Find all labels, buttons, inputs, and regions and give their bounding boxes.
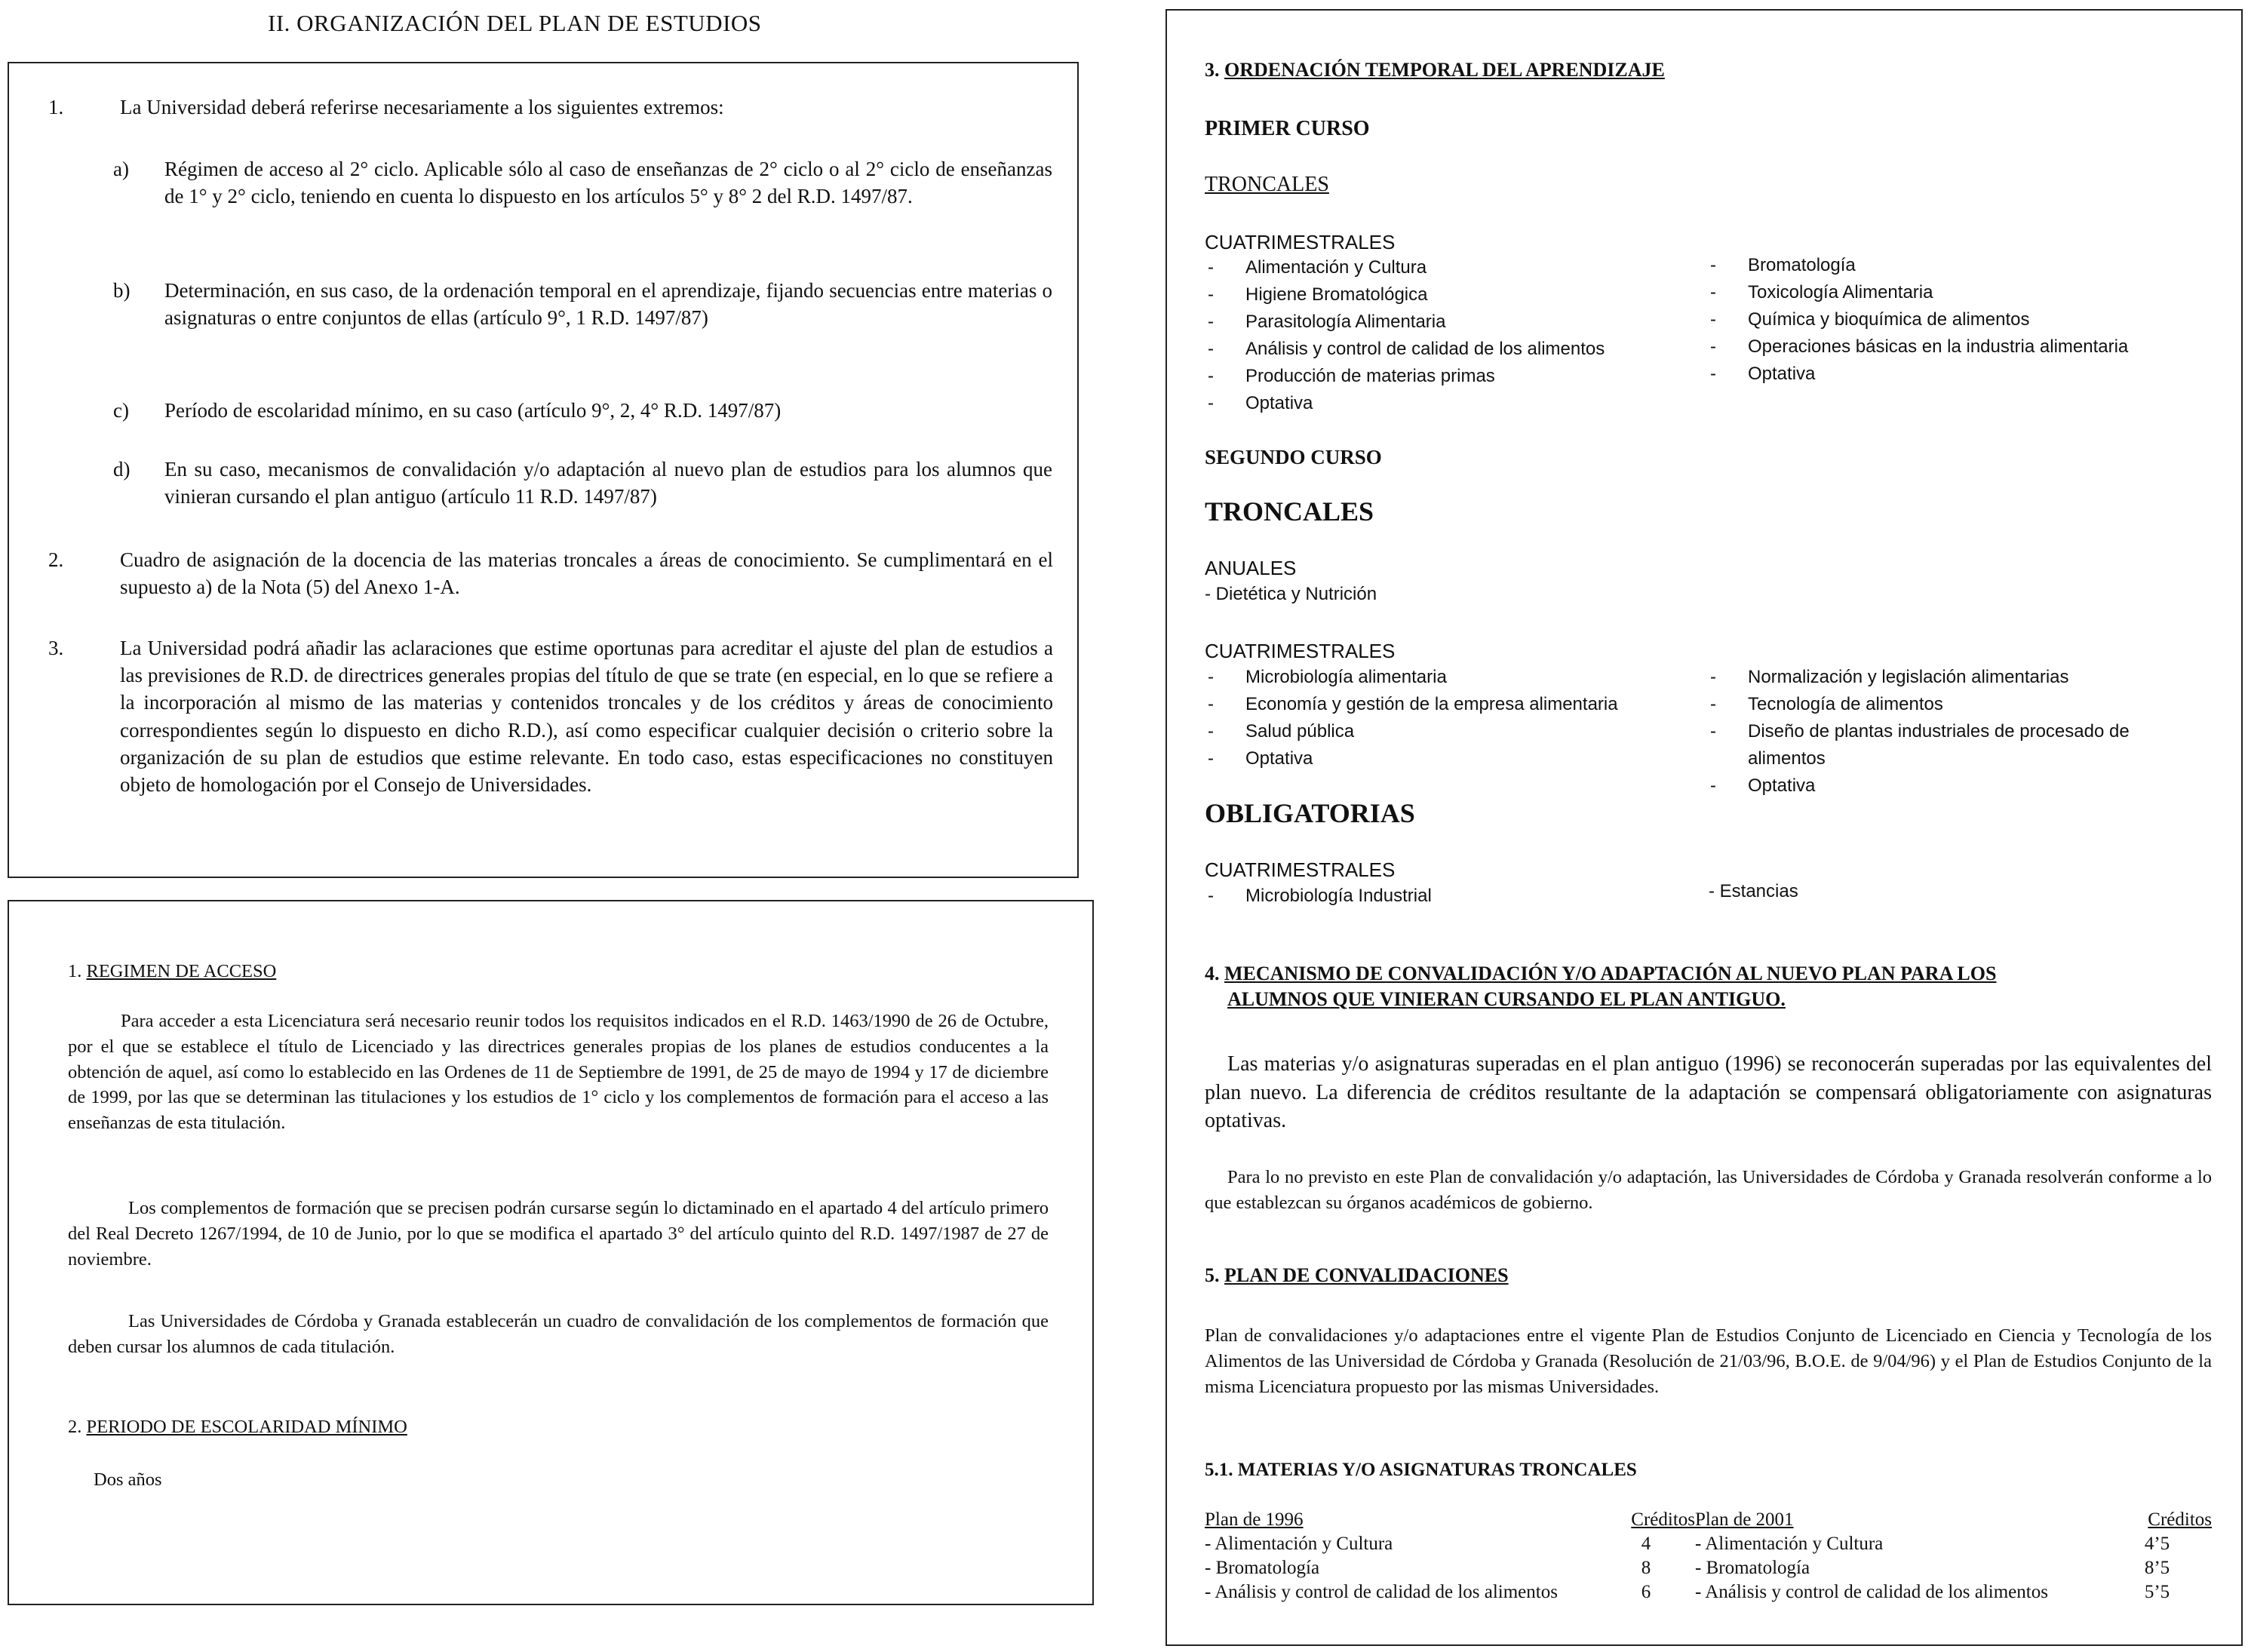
troncales-label: TRONCALES (1205, 173, 1329, 196)
sec51-heading: 5.1. MATERIAS Y/O ASIGNATURAS TRONCALES (1205, 1460, 1637, 1480)
column-header: Plan de 2001 (1695, 1509, 1794, 1530)
column-header: Créditos (2148, 1509, 2212, 1530)
troncales-label-2: TRONCALES (1205, 496, 1374, 527)
cuatrimestrales-label-3: CUATRIMESTRALES (1205, 858, 1396, 881)
sub-text: Período de escolaridad mínimo, en su caso (artículo 9°, 2, 4° R.D. 1497/87) (164, 399, 782, 422)
list-item: - Optativa (1707, 361, 2220, 388)
obligatorias-item-right: - Estancias (1709, 881, 1798, 901)
list-item: - Análisis y control de calidad de los alimentos (1205, 336, 1688, 363)
segundo-curso-heading: SEGUNDO CURSO (1205, 446, 1382, 468)
list-number: 2. (48, 548, 64, 571)
periodo-text: Dos años (94, 1469, 162, 1490)
sec3-heading (1205, 57, 1665, 84)
list-item-1 (48, 94, 1052, 121)
sub-item-a (113, 155, 1052, 210)
sub-text: Determinación, en sus caso, de la ordenación temporal en el aprendizaje, fijando secuencias entre materias o asignaturas o entre conjuntos de ellas (artículo 9°, 1 R.D. 1497/87) (164, 279, 1052, 330)
primer-curso-heading: PRIMER CURSO (1205, 117, 1370, 140)
list-item: - Toxicología Alimentaria (1707, 279, 2220, 306)
obligatorias-list-left (1205, 883, 1688, 910)
list-item: - Parasitología Alimentaria (1205, 309, 1688, 336)
table-cell: 5’5 (2144, 1582, 2170, 1602)
page-title: II. ORGANIZACIÓN DEL PLAN DE ESTUDIOS (268, 10, 762, 36)
list-item: - Producción de materias primas (1205, 363, 1688, 390)
list-item-2 (48, 546, 1053, 600)
cuatrimestrales-label: CUATRIMESTRALES (1205, 231, 1396, 253)
list-text: La Universidad podrá añadir las aclaraciones que estime oportunas para acreditar el ajuste del plan de estudios a las previsiones de R.D. de directrices generales propias del título de que se trate (en especial, en lo que se refiere a la incorporación al mismo de las materias y contenidos troncales y de los créditos y áreas de conocimiento correspondientes según lo dispuesto en dicho R.D.), así como especificar cualquier decisión o criterio sobre la organización de su plan de estudios que estime relevante. En todo caso, estas especificaciones no constituyen objeto de homologación por el Consejo de Universidades. (120, 637, 1053, 796)
list-item: - Microbiología Industrial (1205, 883, 1688, 910)
primer-curso-list-left (1205, 254, 1688, 417)
table-cell: - Análisis y control de calidad de los alimentos (1205, 1582, 1558, 1602)
regimen-heading (68, 959, 276, 984)
list-number: 3. (48, 637, 64, 659)
section-title: ORDENACIÓN TEMPORAL DEL APRENDIZAJE (1224, 59, 1665, 81)
sub-letter: d) (113, 458, 131, 481)
sec4-paragraph-1: Las materias y/o asignaturas superadas en el plan antiguo (1996) se reconocerán superadas por las equivalentes del plan nuevo. La diferencia de créditos resultante de la adaptación se compensará obligatoriamente con asignaturas optativas. (1205, 1052, 2212, 1133)
list-item: - Microbiología alimentaria (1205, 664, 1688, 691)
instructions-box (8, 62, 1079, 878)
section-title: PERIODO DE ESCOLARIDAD MÍNIMO (86, 1417, 407, 1437)
sec4-heading (1205, 961, 1996, 1012)
section-title: PLAN DE CONVALIDACIONES (1224, 1264, 1509, 1286)
segundo-curso-list-right (1707, 664, 2190, 800)
sec4-paragraph-2: Para lo no previsto en este Plan de convalidación y/o adaptación, las Universidades de Córdoba y Granada resolverán conforme a lo que establezcan su órganos académicos de gobierno. (1205, 1167, 2212, 1213)
regimen-paragraph-1: Para acceder a esta Licenciatura será necesario reunir todos los requisitos indicados en el R.D. 1463/1990 de 26 de Octubre, por el que se establece el título de Licenciado y las directrices generales propias de los planes de estudios conducentes a la obtención de aquel, así como lo establecido en las Ordenes de 11 de Septiembre de 1991, de 25 de mayo de 1994 y 17 de diciembre de 1999, por las que se determinan las titulaciones y los estudios de 1° ciclo y los complementos de formación para el acceso a las enseñanzas de esta titulación. (68, 1011, 1049, 1134)
convalidation-table (1205, 1508, 2212, 1604)
table-header-row (1205, 1508, 2212, 1532)
list-item: - Optativa (1707, 772, 2190, 800)
list-text: Cuadro de asignación de la docencia de las materias troncales a áreas de conocimiento. Se cumplimentará en el supuesto a) de la Nota (5) del Anexo 1-A. (120, 548, 1053, 599)
table-row (1205, 1556, 2212, 1580)
list-item: - Química y bioquímica de alimentos (1707, 306, 2220, 333)
table-cell: 8’5 (2144, 1558, 2170, 1578)
table-cell: - Análisis y control de calidad de los alimentos (1695, 1582, 2048, 1602)
table-cell: - Alimentación y Cultura (1205, 1534, 1393, 1554)
sub-item-d (113, 456, 1052, 510)
list-item-3 (48, 634, 1053, 798)
section-title-line1: MECANISMO DE CONVALIDACIÓN Y/O ADAPTACIÓN AL NUEVO PLAN PARA LOS (1224, 963, 1997, 984)
table-cell: 4’5 (2144, 1534, 2170, 1554)
regimen-box (8, 900, 1094, 1605)
regimen-paragraph-2: Los complementos de formación que se precisen podrán cursarse según lo dictaminado en el apartado 4 del artículo primero del Real Decreto 1267/1994, de 10 de Junio, por lo que se modifica el apartado 3° del artículo quinto del R.D. 1497/1987 de 27 de noviembre. (68, 1198, 1049, 1270)
list-text: La Universidad deberá referirse necesariamente a los siguientes extremos: (120, 96, 724, 118)
list-item: - Optativa (1205, 745, 1688, 772)
list-item: - Tecnología de alimentos (1707, 691, 2190, 718)
segundo-curso-list-left (1205, 664, 1688, 772)
table-cell: 6 (1641, 1582, 1651, 1602)
sub-text: Régimen de acceso al 2° ciclo. Aplicable sólo al caso de enseñanzas de 2° ciclo o al 2° ciclo de enseñanzas de 1° y 2° ciclo, teniendo en cuenta lo dispuesto en los artículos 5° y 8° 2 del R.D. 1497/87. (164, 158, 1052, 208)
anuales-item: - Dietética y Nutrición (1205, 584, 1377, 604)
anuales-label: ANUALES (1205, 557, 1297, 579)
sub-letter: a) (113, 158, 129, 180)
list-item: - Diseño de plantas industriales de procesado de alimentos (1707, 718, 2190, 772)
primer-curso-list-right (1707, 252, 2220, 388)
section-title: REGIMEN DE ACCESO (86, 961, 277, 981)
section-number: 1. (68, 961, 82, 981)
table-cell: - Alimentación y Cultura (1695, 1534, 1884, 1554)
list-item: - Optativa (1205, 390, 1688, 417)
sec5-paragraph: Plan de convalidaciones y/o adaptaciones entre el vigente Plan de Estudios Conjunto de Licenciado en Ciencia y Tecnología de los Alimentos de las Universidad de Córdoba y Granada (Resolución de 21/03/96, B.O.E. de 9/04/96) y el Plan de Estudios Conjunto de la misma Licenciatura propuesto por las mismas Universidades. (1205, 1325, 2212, 1397)
list-item: - Higiene Bromatológica (1205, 281, 1688, 309)
column-header: Créditos (1631, 1509, 1695, 1530)
list-item: - Bromatología (1707, 252, 2220, 279)
table-row (1205, 1532, 2212, 1556)
table-cell: - Bromatología (1695, 1558, 1810, 1578)
list-item: - Salud pública (1205, 718, 1688, 745)
column-header: Plan de 1996 (1205, 1509, 1304, 1530)
sec5-heading (1205, 1263, 1509, 1289)
sub-item-c (113, 397, 1052, 424)
obligatorias-heading: OBLIGATORIAS (1205, 798, 1415, 828)
sub-text: En su caso, mecanismos de convalidación y/o adaptación al nuevo plan de estudios para los alumnos que vinieran cursando el plan antiguo (artículo 11 R.D. 1497/87) (164, 458, 1052, 508)
table-cell: 8 (1641, 1558, 1651, 1578)
sub-item-b (113, 277, 1052, 331)
list-item: - Economía y gestión de la empresa alimentaria (1205, 691, 1688, 718)
list-item: - Operaciones básicas en la industria alimentaria (1707, 333, 2220, 361)
section-number: 5. (1205, 1264, 1220, 1286)
section-number: 3. (1205, 59, 1220, 81)
right-panel (1165, 9, 2243, 1646)
sub-letter: b) (113, 279, 131, 302)
list-item: - Alimentación y Cultura (1205, 254, 1688, 281)
section-title-line2: ALUMNOS QUE VINIERAN CURSANDO EL PLAN ANTIGUO. (1227, 988, 1786, 1010)
section-number: 2. (68, 1417, 82, 1437)
list-item: - Normalización y legislación alimentarias (1707, 664, 2190, 691)
cuatrimestrales-label-2: CUATRIMESTRALES (1205, 640, 1396, 662)
sub-letter: c) (113, 399, 129, 422)
regimen-paragraph-3: Las Universidades de Córdoba y Granada establecerán un cuadro de convalidación de los complementos de formación que deben cursar los alumnos de cada titulación. (68, 1311, 1049, 1357)
list-number: 1. (48, 96, 64, 118)
table-cell: - Bromatología (1205, 1558, 1320, 1578)
table-cell: 4 (1641, 1534, 1651, 1554)
table-row (1205, 1580, 2212, 1604)
periodo-heading (68, 1414, 407, 1440)
section-number: 4. (1205, 963, 1220, 984)
